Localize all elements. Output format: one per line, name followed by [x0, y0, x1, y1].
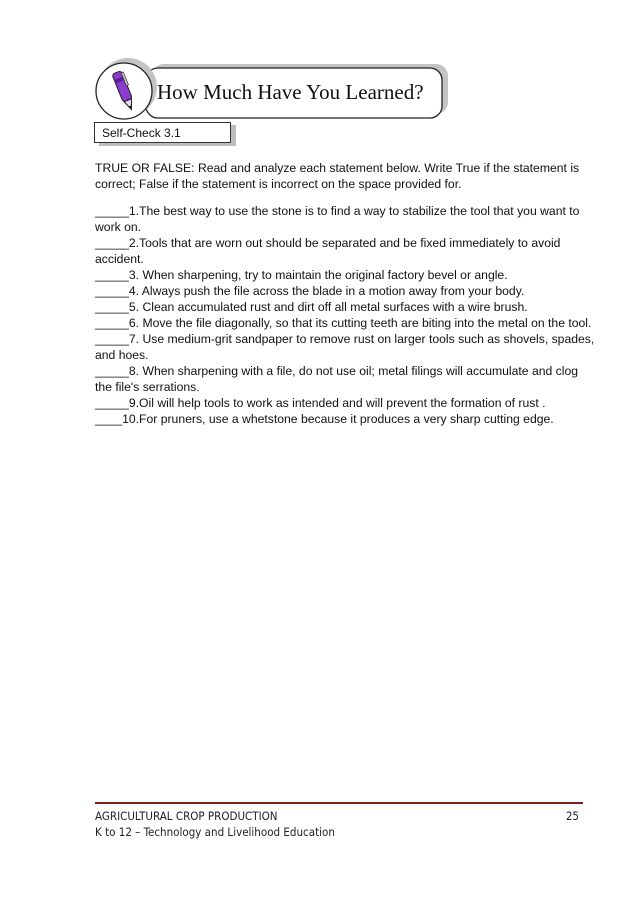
footer-subtitle: K to 12 – Technology and Livelihood Education	[95, 825, 335, 839]
self-check-label: Self-Check 3.1	[94, 122, 231, 143]
page-footer	[95, 808, 583, 840]
instructions: TRUE OR FALSE: Read and analyze each statement below. Write True if the statement is correct; False if the statement is incorrect on the space provided for.	[95, 161, 580, 191]
question-item-4: _____4. Always push the file across the blade in a motion away from your body.	[95, 284, 525, 298]
question-item-2: _____2.Tools that are worn out should be separated and be fixed immediately to avoid accident.	[95, 236, 561, 266]
footer-course-title: AGRICULTURAL CROP PRODUCTION	[95, 809, 278, 823]
page-number: 25	[565, 809, 579, 823]
question-item-5: _____5. Clean accumulated rust and dirt off all metal surfaces with a wire brush.	[95, 300, 528, 314]
page-title: How Much Have You Learned?	[157, 80, 424, 104]
footer-divider	[95, 802, 583, 804]
question-item-8: _____8. When sharpening with a file, do not use oil; metal filings will accumulate and clog the file's serrations.	[95, 364, 579, 394]
question-item-10: ____10.For pruners, use a whetstone because it produces a very sharp cutting edge.	[95, 412, 554, 426]
question-item-9: _____9.Oil will help tools to work as intended and will prevent the formation of rust .	[95, 396, 546, 410]
question-item-1: _____1.The best way to use the stone is to find a way to stabilize the tool that you want to work on.	[95, 204, 580, 234]
question-item-7: _____7. Use medium-grit sandpaper to remove rust on larger tools such as shovels, spades, and hoes.	[95, 332, 595, 362]
question-item-6: _____6. Move the file diagonally, so that its cutting teeth are biting into the metal on the tool.	[95, 316, 592, 330]
question-item-3: _____3. When sharpening, try to maintain the original factory bevel or angle.	[95, 268, 508, 282]
question-list	[95, 203, 595, 427]
